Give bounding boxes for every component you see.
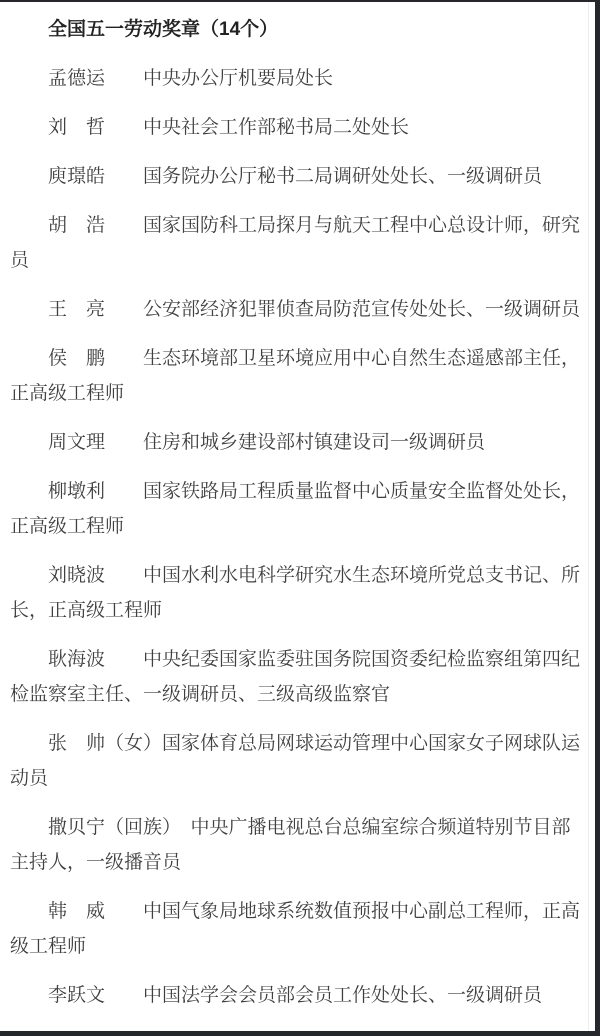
award-entry: [10, 978, 589, 1013]
entry-line-continuation: 正高级工程师: [10, 516, 125, 537]
section-title: 全国五一劳动奖章（14个）: [48, 19, 279, 40]
award-entry: [10, 425, 589, 460]
entry-line-first: 柳墩利 国家铁路局工程质量监督中心质量安全监督处处长，: [48, 481, 581, 502]
award-entry: [10, 110, 589, 145]
award-entry: [10, 292, 589, 327]
entry-line-first: 张 帅（女）国家体育总局网球运动管理中心国家女子网球队运: [48, 733, 581, 754]
entry-line-first: 撒贝宁（回族） 中央广播电视总台总编室综合频道特别节目部: [48, 817, 571, 838]
entry-line-first: 胡 浩 国家国防科工局探月与航天工程中心总设计师，研究: [48, 215, 581, 236]
entry-line-continuation: 正高级工程师: [10, 383, 125, 404]
entry-line-first: 周文理 住房和城乡建设部村镇建设司一级调研员: [48, 432, 486, 453]
entry-line-continuation: 长，正高级工程师: [10, 600, 163, 621]
award-entry: [10, 558, 589, 628]
entry-line-first: 庾璟皓 国务院办公厅秘书二局调研处处长、一级调研员: [48, 166, 543, 187]
award-entry: [10, 726, 589, 796]
entry-line-continuation: 级工程师: [10, 936, 87, 957]
entry-line-first: 孟德运 中央办公厅机要局处长: [48, 68, 334, 89]
award-list: [10, 61, 589, 1013]
entry-line-first: 王 亮 公安部经济犯罪侦查局防范宣传处处长、一级调研员: [48, 299, 581, 320]
entry-line-continuation: 员: [10, 250, 30, 271]
entry-line-first: 刘 哲 中央社会工作部秘书局二处处长: [48, 117, 410, 138]
entry-line-first: 李跃文 中国法学会会员部会员工作处处长、一级调研员: [48, 985, 543, 1006]
award-entry: [10, 474, 589, 544]
award-entry: [10, 61, 589, 96]
entry-line-continuation: 动员: [10, 768, 49, 789]
entry-line-continuation: 主持人，一级播音员: [10, 852, 182, 873]
award-entry: [10, 810, 589, 880]
entry-line-first: 侯 鹏 生态环境部卫星环境应用中心自然生态遥感部主任，: [48, 348, 581, 369]
award-entry: [10, 894, 589, 964]
award-entry: [10, 208, 589, 278]
entry-line-continuation: 检监察室主任、一级调研员、三级高级监察官: [10, 684, 391, 705]
entry-line-first: 刘晓波 中国水利水电科学研究水生态环境所党总支书记、所: [48, 565, 581, 586]
award-entry: [10, 642, 589, 712]
award-entry: [10, 341, 589, 411]
award-entry: [10, 159, 589, 194]
entry-line-first: 耿海波 中央纪委国家监委驻国务院国资委纪检监察组第四纪: [48, 649, 581, 670]
entry-line-first: 韩 威 中国气象局地球系统数值预报中心副总工程师，正高: [48, 901, 581, 922]
